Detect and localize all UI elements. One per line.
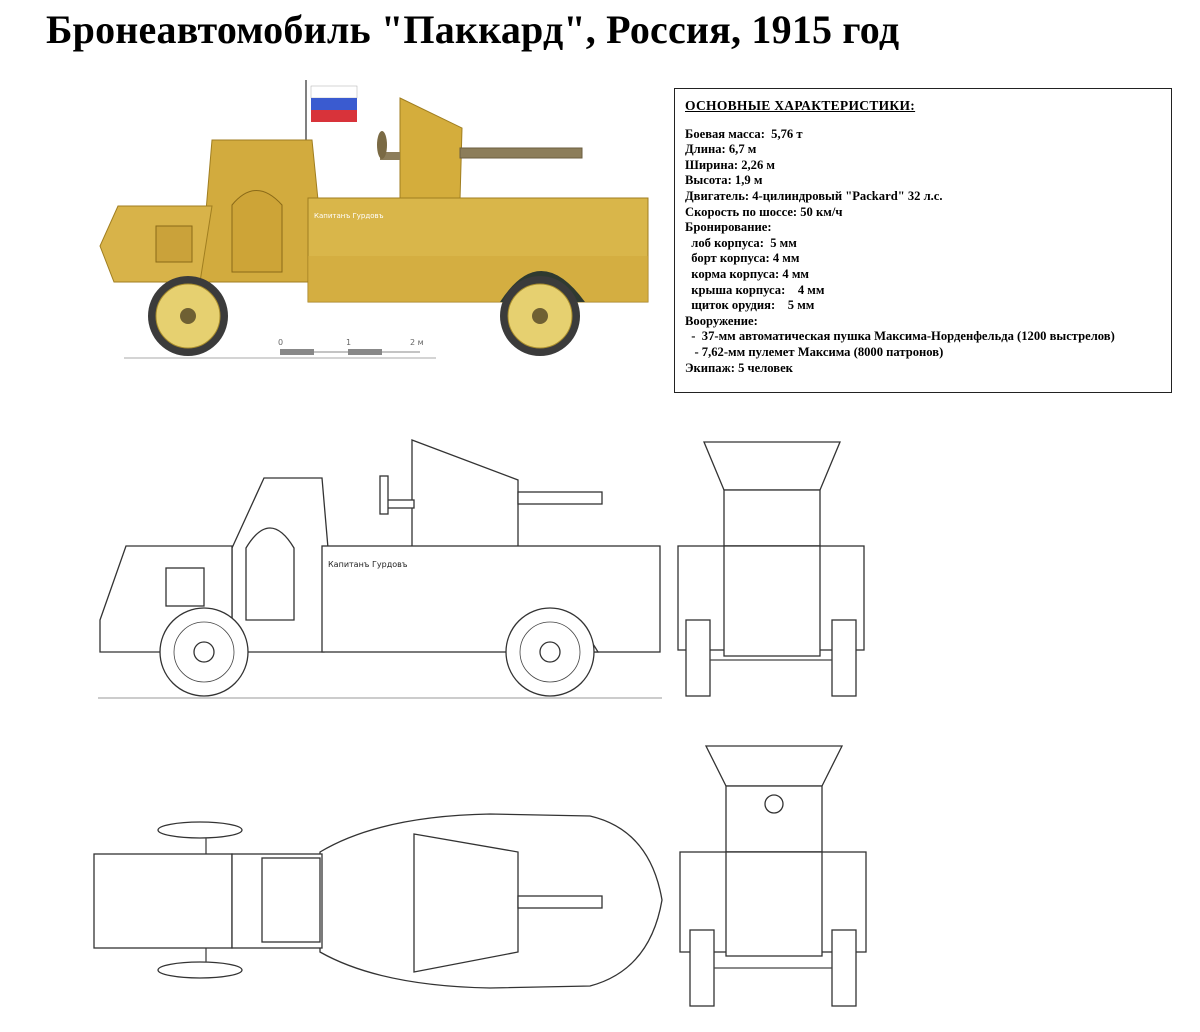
spec-line: корма корпуса: 4 мм [685,266,809,281]
spec-line: Двигатель: 4-цилиндровый "Packard" 32 л.с. [685,188,943,203]
scale-label-2: 2 м [410,338,424,347]
hull-inscription-side: Капитанъ Гурдовъ [328,560,408,569]
flag-red-stripe [311,110,357,122]
flag-blue-stripe [311,98,357,110]
spec-line: Скорость по шоссе: 50 км/ч [685,204,843,219]
spec-line: Длина: 6,7 м [685,142,757,157]
spec-line: щиток орудия: 5 мм [685,298,815,313]
specs-heading: ОСНОВНЫЕ ХАРАКТЕРИСТИКИ: [685,98,916,113]
spec-line: борт корпуса: 4 мм [685,251,800,266]
spec-line: крыша корпуса: 4 мм [685,282,825,297]
scale-label-0: 0 [278,338,284,347]
spec-line: - 37-мм автоматическая пушка Максима-Норденфельда (1200 выстрелов) [685,329,1115,344]
spec-line: - 7,62-мм пулемет Максима (8000 патронов) [685,344,944,359]
spec-line: Ширина: 2,26 м [685,157,776,172]
page-title: Бронеавтомобиль "Паккард", Россия, 1915 год [46,7,900,52]
spec-line: Бронирование: [685,220,772,235]
spec-line: Высота: 1,9 м [685,173,763,188]
line-top-view [94,814,662,988]
hull-inscription-color: Капитанъ Гурдовъ [314,212,384,220]
spec-line: Вооружение: [685,313,758,328]
flag-white-stripe [311,86,357,98]
scale-label-1: 1 [346,338,352,347]
spec-line: Экипаж: 5 человек [685,360,793,375]
spec-line: Боевая масса: 5,76 т [685,126,803,141]
spec-line: лоб корпуса: 5 мм [685,235,797,250]
line-front-view [678,442,864,696]
line-side-view [98,440,662,698]
line-rear-view [680,746,866,1006]
